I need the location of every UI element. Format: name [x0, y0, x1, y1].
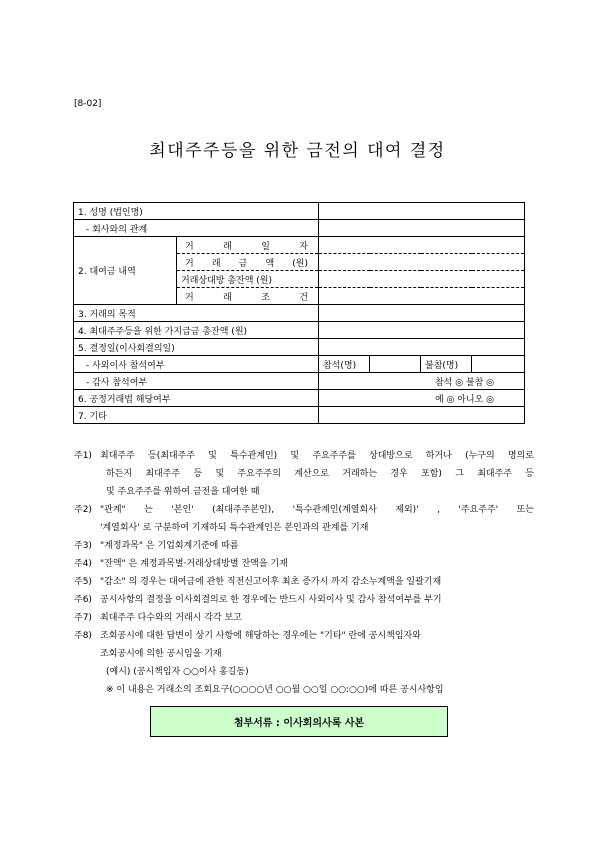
- value-relation[interactable]: [319, 220, 525, 237]
- table-row: [74, 373, 525, 390]
- value-loan-date[interactable]: [319, 237, 525, 254]
- loan-terms-char: 건: [299, 292, 308, 303]
- loan-date-char: 래: [223, 241, 232, 252]
- footnote: [74, 501, 534, 537]
- label-outside-directors: - 사외이사 참석여부: [74, 356, 319, 373]
- absent-label: 불참(명): [421, 356, 472, 373]
- loan-terms-char: 조: [261, 292, 270, 303]
- form-code: [8-02]: [74, 99, 102, 109]
- table-row: [74, 407, 525, 424]
- footnotes: [74, 447, 534, 699]
- footnote: [74, 573, 534, 591]
- page-title: 최대주주등을 위한 금전의 대여 결정: [149, 141, 446, 161]
- footnote-label: 주6): [74, 595, 92, 605]
- loan-terms-char: 거: [185, 292, 194, 303]
- loan-amount-char: 래: [211, 258, 221, 269]
- footnote-line: 조회공시에 의한 공시임을 기재: [100, 649, 222, 659]
- loan-date-char: 일: [261, 241, 270, 252]
- attend-label: 참석(명): [319, 356, 370, 373]
- label-auditor: - 감사 참석여부: [74, 373, 319, 390]
- value-name[interactable]: [319, 203, 525, 220]
- label-fair-trade: 6. 공정거래법 해당여부: [74, 390, 319, 407]
- value-loan-balance[interactable]: [319, 271, 525, 288]
- footnote-line: '계열회사' 로 구분하여 기재하되 특수관계인은 본인과의 관계를 기재: [100, 523, 369, 533]
- footnote-line: (예시) (공시책임자 ○○이사 홍길동): [106, 667, 249, 677]
- footnote-label: 주1): [74, 451, 92, 461]
- footnote-line: "감소" 의 경우는 대여금에 관한 직전신고이후 최초 증가시 까지 감소누계액을 일괄기재: [100, 577, 442, 587]
- footnote-line: 하든지 최대주주 등 및 주요주주의 계산으로 거래하는 경우 포함) 그 최대주주 등: [106, 469, 534, 479]
- footnote: [74, 447, 534, 501]
- label-loan-terms: [177, 288, 319, 305]
- label-loan-amount: [177, 254, 319, 271]
- value-total-balance[interactable]: [319, 322, 525, 339]
- table-row: [74, 203, 525, 220]
- footnote-label: 주4): [74, 559, 92, 569]
- table-row: [74, 339, 525, 356]
- disclosure-table: [73, 202, 525, 424]
- footnote-label: 주7): [74, 613, 92, 623]
- attachment-box: 첨부서류 : 이사회의사록 사본: [150, 706, 448, 737]
- table-row: [74, 237, 525, 254]
- value-other[interactable]: [319, 407, 525, 424]
- footnote-line: 공시사항의 결정을 이사회결의로 한 경우에는 반드시 사외이사 및 감사 참석여부를 부기: [100, 595, 442, 605]
- footnote-line: 및 주요주주를 위하여 금전을 대여한 때: [106, 487, 260, 497]
- footnote: [74, 555, 534, 573]
- label-name: 1. 성명 (법인명): [74, 203, 319, 220]
- table-row: [74, 390, 525, 407]
- label-purpose: 3. 거래의 목적: [74, 305, 319, 322]
- footnote-line: "관계" 는 '본인' (최대주주본인), '특수관계인(계열회사 제외)' , '주요주주' 또는: [100, 505, 534, 515]
- footnote-label: 주3): [74, 541, 92, 551]
- footnote: [74, 591, 534, 609]
- footnote-label: 주5): [74, 577, 92, 587]
- absent-count[interactable]: [472, 356, 525, 373]
- value-decision-date[interactable]: [319, 339, 525, 356]
- value-loan-amount[interactable]: [319, 254, 525, 271]
- footnote-line: ※ 이 내용은 거래소의 조회요구(○○○○년 ○○월 ○○일 ○○:○○)에 따른 공시사항임: [106, 685, 444, 695]
- label-loan-date: [177, 237, 319, 254]
- value-purpose[interactable]: [319, 305, 525, 322]
- footnote-line: "잔액" 은 계정과목별·거래상대방별 잔액을 기재: [100, 559, 288, 569]
- fair-trade-options[interactable]: 예 ◎ 아니오 ◎: [319, 390, 525, 407]
- table-row: [74, 356, 525, 373]
- footnote-line: "계정과목" 은 기업회계기준에 따름: [100, 541, 239, 551]
- attend-count[interactable]: [370, 356, 421, 373]
- loan-amount-char: 금: [238, 258, 248, 269]
- loan-amount-char: (원): [292, 258, 308, 269]
- auditor-attendance-options[interactable]: 참석 ◎ 불참 ◎: [319, 373, 525, 390]
- footnote-line: 조회공시에 대한 답변이 상기 사항에 해당하는 경우에는 "기타" 란에 공시책임자와: [100, 631, 421, 641]
- loan-terms-char: 래: [223, 292, 232, 303]
- footnote: [74, 537, 534, 555]
- table-row: [74, 322, 525, 339]
- loan-amount-char: 액: [265, 258, 275, 269]
- table-row: [74, 305, 525, 322]
- footnote-line: 최대주주 등(최대주주 및 특수관계인) 및 주요주주를 상대방으로 하거나 (누구의 명의로: [100, 451, 534, 461]
- footnote: [74, 627, 534, 699]
- loan-date-char: 자: [299, 241, 308, 252]
- label-loan-balance: 거래상대방 총잔액 (원): [177, 271, 319, 288]
- footnote: [74, 609, 534, 627]
- label-total-balance: 4. 최대주주등을 위한 가지급금 총잔액 (원): [74, 322, 319, 339]
- footnote-line: 최대주주 다수와의 거래시 각각 보고: [100, 613, 242, 623]
- table-row: [74, 220, 525, 237]
- label-other: 7. 기타: [74, 407, 319, 424]
- loan-date-char: 거: [185, 241, 194, 252]
- loan-amount-char: 거: [185, 258, 194, 269]
- label-loan-group: 2. 대여금 내역: [74, 237, 177, 305]
- footnote-label: 주2): [74, 505, 92, 515]
- label-relation: - 회사와의 관계: [74, 220, 319, 237]
- footnote-label: 주8): [74, 631, 92, 641]
- label-decision-date: 5. 결정일(이사회결의일): [74, 339, 319, 356]
- value-loan-terms[interactable]: [319, 288, 525, 305]
